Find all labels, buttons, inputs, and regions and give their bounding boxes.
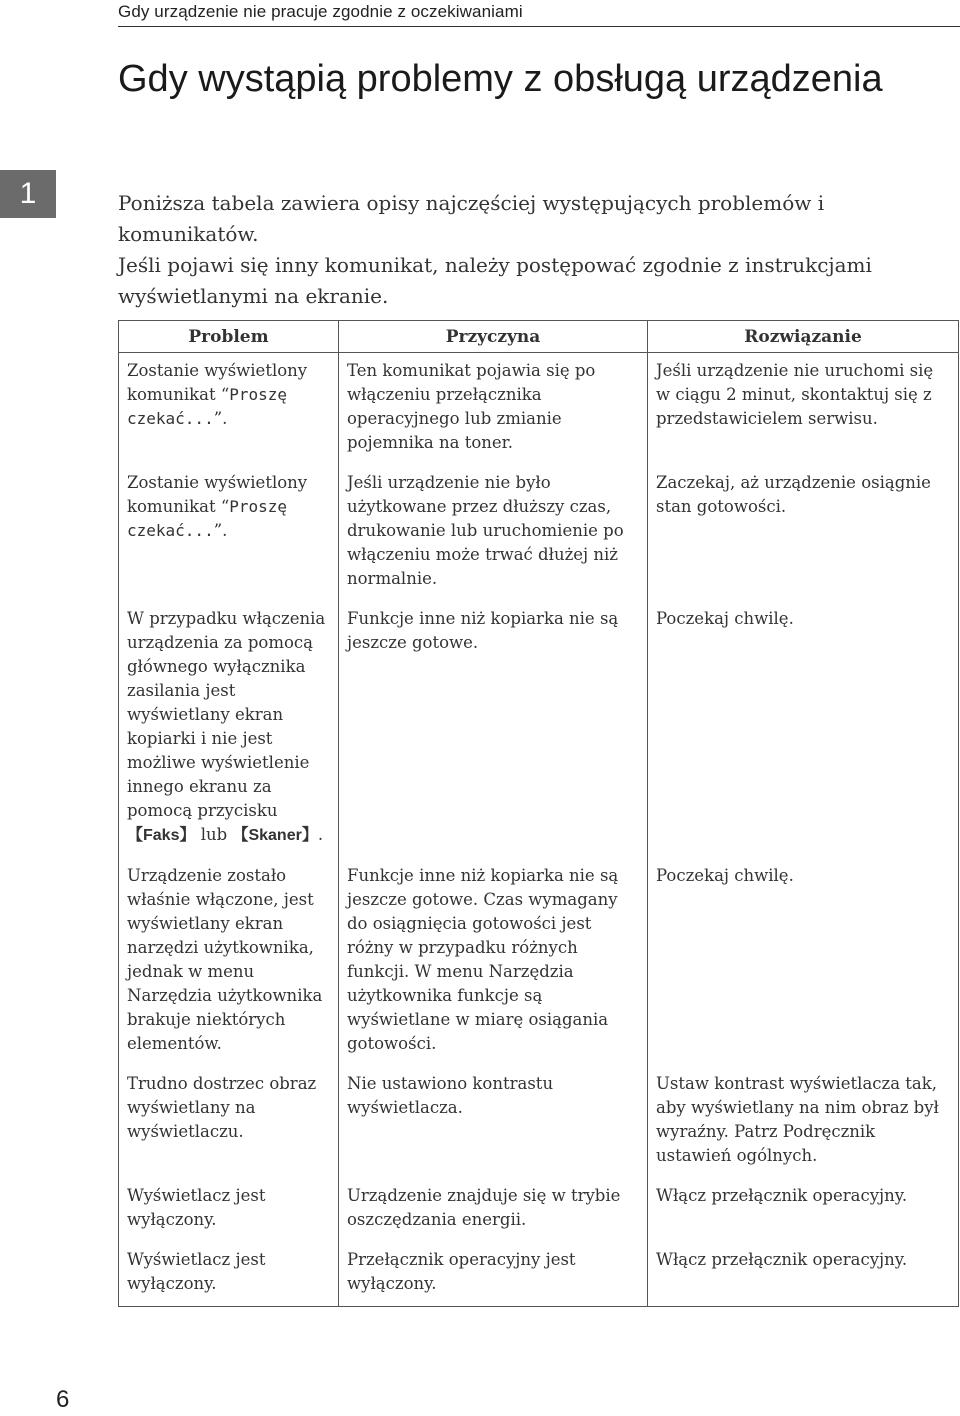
- table-row: [119, 353, 959, 466]
- cause-cell: Funkcje inne niż kopiarka nie są jeszcze gotowe.: [339, 601, 648, 858]
- intro-paragraph: Poniższa tabela zawiera opisy najczęściej występujących problemów i komunikatów.: [118, 191, 825, 246]
- running-header: Gdy urządzenie nie pracuje zgodnie z oczekiwaniami: [118, 2, 523, 21]
- column-header-solution: Rozwiązanie: [648, 321, 959, 353]
- table-row: [119, 465, 959, 601]
- column-header-problem: Problem: [119, 321, 339, 353]
- table-row: [119, 1178, 959, 1242]
- table-row: [119, 1242, 959, 1307]
- solution-cell: Zaczekaj, aż urządzenie osiągnie stan gotowości.: [648, 465, 959, 601]
- cause-cell: Nie ustawiono kontrastu wyświetlacza.: [339, 1066, 648, 1178]
- cause-cell: Przełącznik operacyjny jest wyłączony.: [339, 1242, 648, 1307]
- problem-cell: Trudno dostrzec obraz wyświetlany na wyświetlaczu.: [119, 1066, 339, 1178]
- intro-text: [118, 188, 938, 312]
- chapter-tab: 1: [0, 170, 56, 218]
- problem-cell: [119, 353, 339, 466]
- solution-cell: Włącz przełącznik operacyjny.: [648, 1178, 959, 1242]
- solution-cell: Jeśli urządzenie nie uruchomi się w ciągu 2 minut, skontaktuj się z przedstawicielem serwisu.: [648, 353, 959, 466]
- table-row: [119, 601, 959, 858]
- solution-cell: Poczekaj chwilę.: [648, 601, 959, 858]
- problem-text: W przypadku włączenia urządzenia za pomocą głównego wyłącznika zasilania jest wyświetlany ekran kopiarki i nie jest możliwe wyświetlenie innego ekranu za pomocą przycisku: [127, 609, 326, 820]
- message-code: Proszę czekać...: [127, 497, 288, 540]
- table-header-row: [119, 321, 959, 353]
- page-number: 6: [56, 1386, 70, 1413]
- problem-text-end: ”.: [213, 521, 228, 540]
- page-title: Gdy wystąpią problemy z obsługą urządzenia: [118, 58, 883, 100]
- solution-cell: Ustaw kontrast wyświetlacza tak, aby wyświetlany na nim obraz był wyraźny. Patrz Podręcznik ustawień ogólnych.: [648, 1066, 959, 1178]
- cause-cell: Jeśli urządzenie nie było użytkowane przez dłuższy czas, drukowanie lub uruchomienie po włączeniu może trwać dłużej niż normalnie.: [339, 465, 648, 601]
- cause-cell: Ten komunikat pojawia się po włączeniu przełącznika operacyjnego lub zmianie pojemnika na toner.: [339, 353, 648, 466]
- cause-cell: Urządzenie znajduje się w trybie oszczędzania energii.: [339, 1178, 648, 1242]
- fax-key-label: 【Faks】: [127, 827, 196, 844]
- problem-cell: Wyświetlacz jest wyłączony.: [119, 1178, 339, 1242]
- solution-cell: Włącz przełącznik operacyjny.: [648, 1242, 959, 1307]
- cause-cell: Funkcje inne niż kopiarka nie są jeszcze gotowe. Czas wymagany do osiągnięcia gotowości jest różny w przypadku różnych funkcji. W menu Narzędzia użytkownika funkcje są wyświetlane w miarę osiągania gotowości.: [339, 858, 648, 1066]
- problem-text-end: ”.: [213, 409, 228, 428]
- problem-text: Zostanie wyświetlony komunikat “: [127, 473, 308, 516]
- table-row: [119, 858, 959, 1066]
- problem-text: Zostanie wyświetlony komunikat “: [127, 361, 308, 404]
- troubleshooting-table: [118, 320, 959, 1307]
- problem-cell: [119, 465, 339, 601]
- solution-cell: Poczekaj chwilę.: [648, 858, 959, 1066]
- table-row: [119, 1066, 959, 1178]
- problem-text-end: .: [317, 825, 324, 844]
- scanner-key-label: 【Skaner】: [232, 827, 318, 844]
- problem-text-mid: lub: [195, 825, 233, 844]
- intro-paragraph: Jeśli pojawi się inny komunikat, należy postępować zgodnie z instrukcjami wyświetlanymi na ekranie.: [118, 253, 872, 308]
- message-code: Proszę czekać...: [127, 385, 288, 428]
- column-header-cause: Przyczyna: [339, 321, 648, 353]
- problem-cell: Urządzenie zostało właśnie włączone, jest wyświetlany ekran narzędzi użytkownika, jednak w menu Narzędzia użytkownika brakuje niektórych elementów.: [119, 858, 339, 1066]
- header-divider: [118, 26, 960, 27]
- problem-cell: [119, 601, 339, 858]
- problem-cell: Wyświetlacz jest wyłączony.: [119, 1242, 339, 1307]
